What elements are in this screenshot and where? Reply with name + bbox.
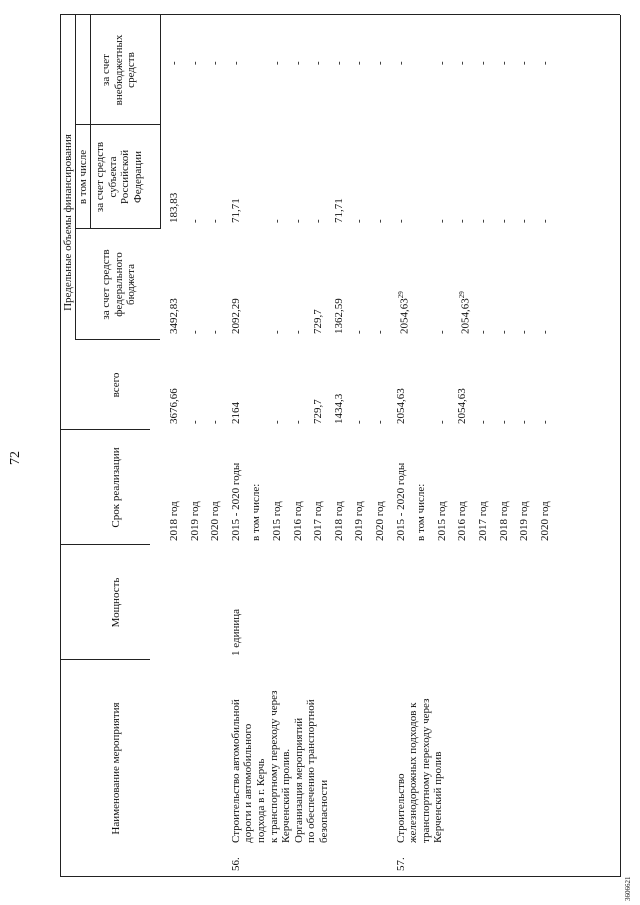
funding-extra-value: - <box>353 61 366 65</box>
funding-extra-value: - <box>291 61 304 65</box>
measure-name-line: Керченский пролив <box>432 751 445 843</box>
funding-extra-value: - <box>394 61 407 65</box>
funding-subject-value: - <box>312 219 325 223</box>
funding-extra-value: - <box>374 61 386 65</box>
header-funding-limits: Предельные объемы финансирования <box>62 134 74 311</box>
measure-name-line: подхода в г. Керчь <box>255 758 267 843</box>
funding-subject-value: - <box>209 219 222 223</box>
measure-name-line: Организация мероприятий <box>292 717 305 843</box>
funding-total-value: 2054,63 <box>456 388 469 424</box>
funding-extra-value: - <box>312 61 325 65</box>
measure-name-line: по обеспечению транспортной <box>305 699 318 843</box>
funding-federal-value: - <box>374 330 386 334</box>
period-label: 2015 год <box>271 501 283 541</box>
header-including: в том числе <box>77 149 89 205</box>
funding-federal-value: - <box>497 330 510 334</box>
col-divider-name <box>60 659 150 660</box>
period-label: 2018 год <box>497 501 510 541</box>
period-label: 2020 год <box>209 501 222 541</box>
funding-total-value: - <box>209 420 222 424</box>
period-label: в том числе: <box>415 483 428 541</box>
funding-total-value: 2164 <box>229 402 242 424</box>
funding-total-value: - <box>538 420 551 424</box>
period-label: 2018 год <box>332 501 345 541</box>
measure-name-line: Строительство <box>394 773 407 843</box>
measure-name-line: железнодорожных подходов к <box>407 702 420 843</box>
period-label: 2018 год <box>168 501 180 541</box>
funding-total-value: - <box>518 420 531 424</box>
funding-subject-value: 183,83 <box>168 192 180 223</box>
header-capacity: Мощность <box>110 577 122 628</box>
measure-name-line: транспортному переходу через <box>419 698 432 843</box>
funding-total-value: - <box>271 420 283 424</box>
header-subject: за счет средств субъекта Российской Федерации <box>94 141 144 213</box>
funding-subject-value: - <box>518 219 531 223</box>
period-label: 2016 год <box>456 501 469 541</box>
table-border-top <box>60 15 61 877</box>
funding-federal-value: - <box>477 330 489 334</box>
funding-federal-value: - <box>188 330 201 334</box>
period-label: 2019 год <box>518 501 531 541</box>
funding-subject-value: - <box>477 219 489 223</box>
funding-extra-value: - <box>456 61 469 65</box>
col-divider-capacity <box>60 544 150 545</box>
period-label: 2015 - 2020 годы <box>229 462 242 541</box>
period-label: 2019 год <box>188 501 201 541</box>
document-code: 3606621 <box>624 876 632 901</box>
funding-extra-value: - <box>188 61 201 65</box>
funding-subject-value: - <box>497 219 510 223</box>
header-period: Срок реализации <box>110 447 122 528</box>
period-label: в том числе: <box>250 483 263 541</box>
funding-total-value: - <box>291 420 304 424</box>
period-label: 2017 год <box>477 501 489 541</box>
header-total: всего <box>110 372 122 398</box>
funding-total-value: - <box>497 420 510 424</box>
funding-subject-value: - <box>353 219 366 223</box>
period-label: 2020 год <box>538 501 551 541</box>
funding-extra-value: - <box>332 61 345 65</box>
measure-name-line: Строительство автомобильной <box>229 699 242 843</box>
funding-subject-value: - <box>435 219 448 223</box>
footnote-ref: 29 <box>396 291 405 299</box>
table-border-right <box>60 14 620 15</box>
funding-total-value: - <box>353 420 366 424</box>
funding-subject-value: - <box>374 219 386 223</box>
period-label: 2015 - 2020 годы <box>394 462 407 541</box>
funding-federal-value: 3492,83 <box>168 298 180 334</box>
funding-extra-value: - <box>168 61 180 65</box>
row-number: 57. <box>394 857 407 871</box>
funding-federal-value: - <box>209 330 222 334</box>
measure-name-line: дороги и автомобильного <box>242 723 255 843</box>
funding-subject-value: - <box>456 219 469 223</box>
funding-total-value: 3676,66 <box>168 388 180 424</box>
funding-extra-value: - <box>229 61 242 65</box>
period-label: 2020 год <box>374 501 386 541</box>
funding-total-value: 729,7 <box>312 399 325 424</box>
funding-federal-value: - <box>538 330 551 334</box>
footnote-ref: 29 <box>458 291 467 299</box>
funding-federal-value: 2092,29 <box>229 298 242 334</box>
funding-federal-value: 2054,63$^{29}$ <box>396 291 411 334</box>
period-label: 2016 год <box>291 501 304 541</box>
funding-federal-value: 2054,63$^{29}$ <box>458 291 473 334</box>
capacity-value: 1 единица <box>229 608 242 656</box>
funding-subject-value: - <box>538 219 551 223</box>
funding-federal-value: - <box>518 330 531 334</box>
funding-subject-value: - <box>188 219 201 223</box>
period-label: 2019 год <box>353 501 366 541</box>
funding-subject-value: - <box>291 219 304 223</box>
funding-federal-value: - <box>435 330 448 334</box>
funding-total-value: 1434,3 <box>332 393 345 424</box>
funding-total-value: - <box>435 420 448 424</box>
funding-total-value: 2054,63 <box>394 388 407 424</box>
funding-extra-value: - <box>497 61 510 65</box>
rule-funding-header <box>75 15 76 340</box>
funding-total-value: - <box>188 420 201 424</box>
header-extra: за счет внебюджетных средств <box>100 34 137 106</box>
rule-including-header <box>90 15 91 229</box>
rule-header-bottom <box>160 15 161 229</box>
funding-extra-value: - <box>477 61 489 65</box>
table-border-bottom <box>620 15 621 877</box>
funding-subject-value: - <box>271 219 283 223</box>
funding-extra-value: - <box>435 61 448 65</box>
funding-extra-value: - <box>209 61 222 65</box>
funding-subject-value: 71,71 <box>332 198 345 223</box>
page-number: 72 <box>8 451 23 465</box>
funding-total-value: - <box>477 420 489 424</box>
funding-total-value: - <box>374 420 386 424</box>
measure-name-line: к транспортному переходу через <box>267 690 280 843</box>
measure-name-line: безопасности <box>318 779 330 843</box>
period-label: 2015 год <box>435 501 448 541</box>
funding-federal-value: 1362,59 <box>332 298 345 334</box>
header-federal: за счет средств федерального бюджета <box>100 249 137 320</box>
header-name: Наименование мероприятия <box>110 702 122 835</box>
funding-extra-value: - <box>518 61 531 65</box>
table-border-left <box>60 876 620 877</box>
funding-extra-value: - <box>271 61 283 65</box>
funding-subject-value: - <box>394 219 407 223</box>
funding-federal-value: - <box>291 330 304 334</box>
funding-federal-value: 729,7 <box>312 309 325 334</box>
measure-name-line: Керченский пролив. <box>280 748 293 843</box>
funding-extra-value: - <box>538 61 551 65</box>
row-number: 56. <box>229 857 242 871</box>
funding-federal-value: - <box>271 330 283 334</box>
period-label: 2017 год <box>312 501 325 541</box>
funding-federal-value: - <box>353 330 366 334</box>
funding-subject-value: 71,71 <box>229 198 242 223</box>
